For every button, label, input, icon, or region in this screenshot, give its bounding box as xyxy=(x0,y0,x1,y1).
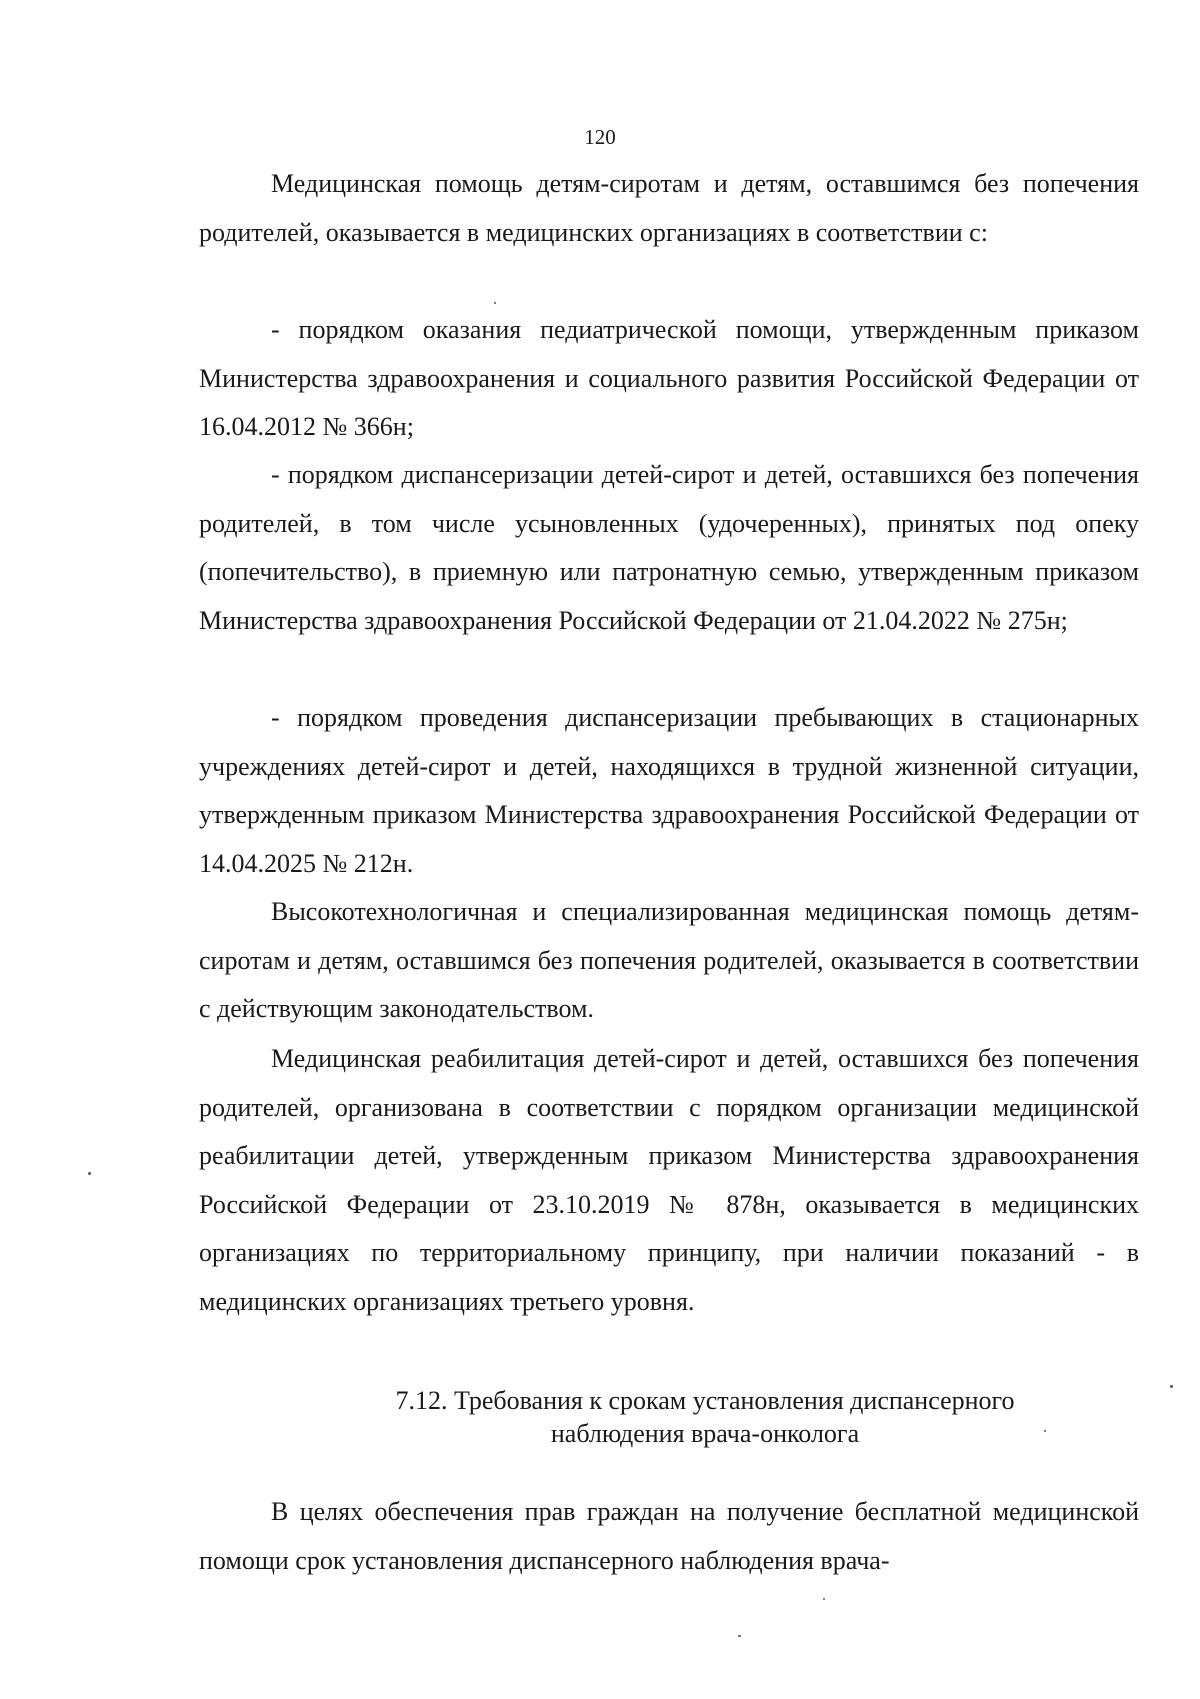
scan-speck xyxy=(1044,1430,1046,1432)
scan-speck xyxy=(494,302,496,304)
paragraph-text: - порядком проведения диспансеризации пребывающих в стационарных учреждениях детей-сирот и детей, находящихся в трудной жизненной ситуации, утвержденным приказом Министерства здравоохранения Российской Федерации от 14.04.2025 № 212н. xyxy=(199,703,1139,878)
list-item-dispensary-order xyxy=(199,451,1139,645)
paragraph-text: Высокотехнологичная и специализированная медицинская помощь детям-сиротам и детям, оставшимся без попечения родителей, оказывается в соответствии с действующим законодательством. xyxy=(199,897,1139,1024)
scan-speck xyxy=(738,1635,741,1637)
list-item-pediatric-order xyxy=(199,306,1139,452)
scan-speck xyxy=(88,1172,91,1175)
list-item-stationary-dispensary-order xyxy=(199,694,1139,888)
paragraph-orphan-care-intro xyxy=(199,160,1139,257)
section-heading-line-1: 7.12. Требования к срокам установления диспансерного xyxy=(395,1386,1015,1415)
paragraph-text: Медицинская реабилитация детей-сирот и детей, оставшихся без попечения родителей, организована в соответствии с порядком организации медицинской реабилитации детей, утвержденным приказом Министерства здравоохранения Российской Федерации от 23.10.2019 № 878н, оказывается в медицинских организациях по территориальному принципу, при наличии показаний - в медицинских организациях третьего уровня. xyxy=(199,1044,1139,1316)
section-heading-line-2: наблюдения врача-онколога xyxy=(550,1419,860,1448)
paragraph-rehabilitation xyxy=(199,1035,1139,1327)
paragraph-text: - порядком оказания педиатрической помощи, утвержденным приказом Министерства здравоохранения и социального развития Российской Федерации от 16.04.2012 № 366н; xyxy=(199,315,1139,442)
section-heading xyxy=(199,1384,1139,1450)
paragraph-text: Медицинская помощь детям-сиротам и детям, оставшимся без попечения родителей, оказывается в медицинских организациях в соответствии с: xyxy=(199,169,1139,247)
scan-speck xyxy=(1170,1385,1173,1388)
paragraph-high-tech-care xyxy=(199,888,1139,1034)
scan-speck xyxy=(823,1598,825,1600)
page-number: 120 xyxy=(584,125,616,149)
paragraph-text: - порядком диспансеризации детей-сирот и детей, оставшихся без попечения родителей, в том числе усыновленных (удочеренных), принятых под опеку (попечительство), в приемную или патронатную семью, утвержденным приказом Министерства здравоохранения Российской Федерации от 21.04.2022 № 275н; xyxy=(199,460,1139,635)
paragraph-text: В целях обеспечения прав граждан на получение бесплатной медицинской помощи срок установления диспансерного наблюдения врача- xyxy=(199,1497,1139,1575)
paragraph-oncology-dispensary xyxy=(199,1488,1139,1585)
